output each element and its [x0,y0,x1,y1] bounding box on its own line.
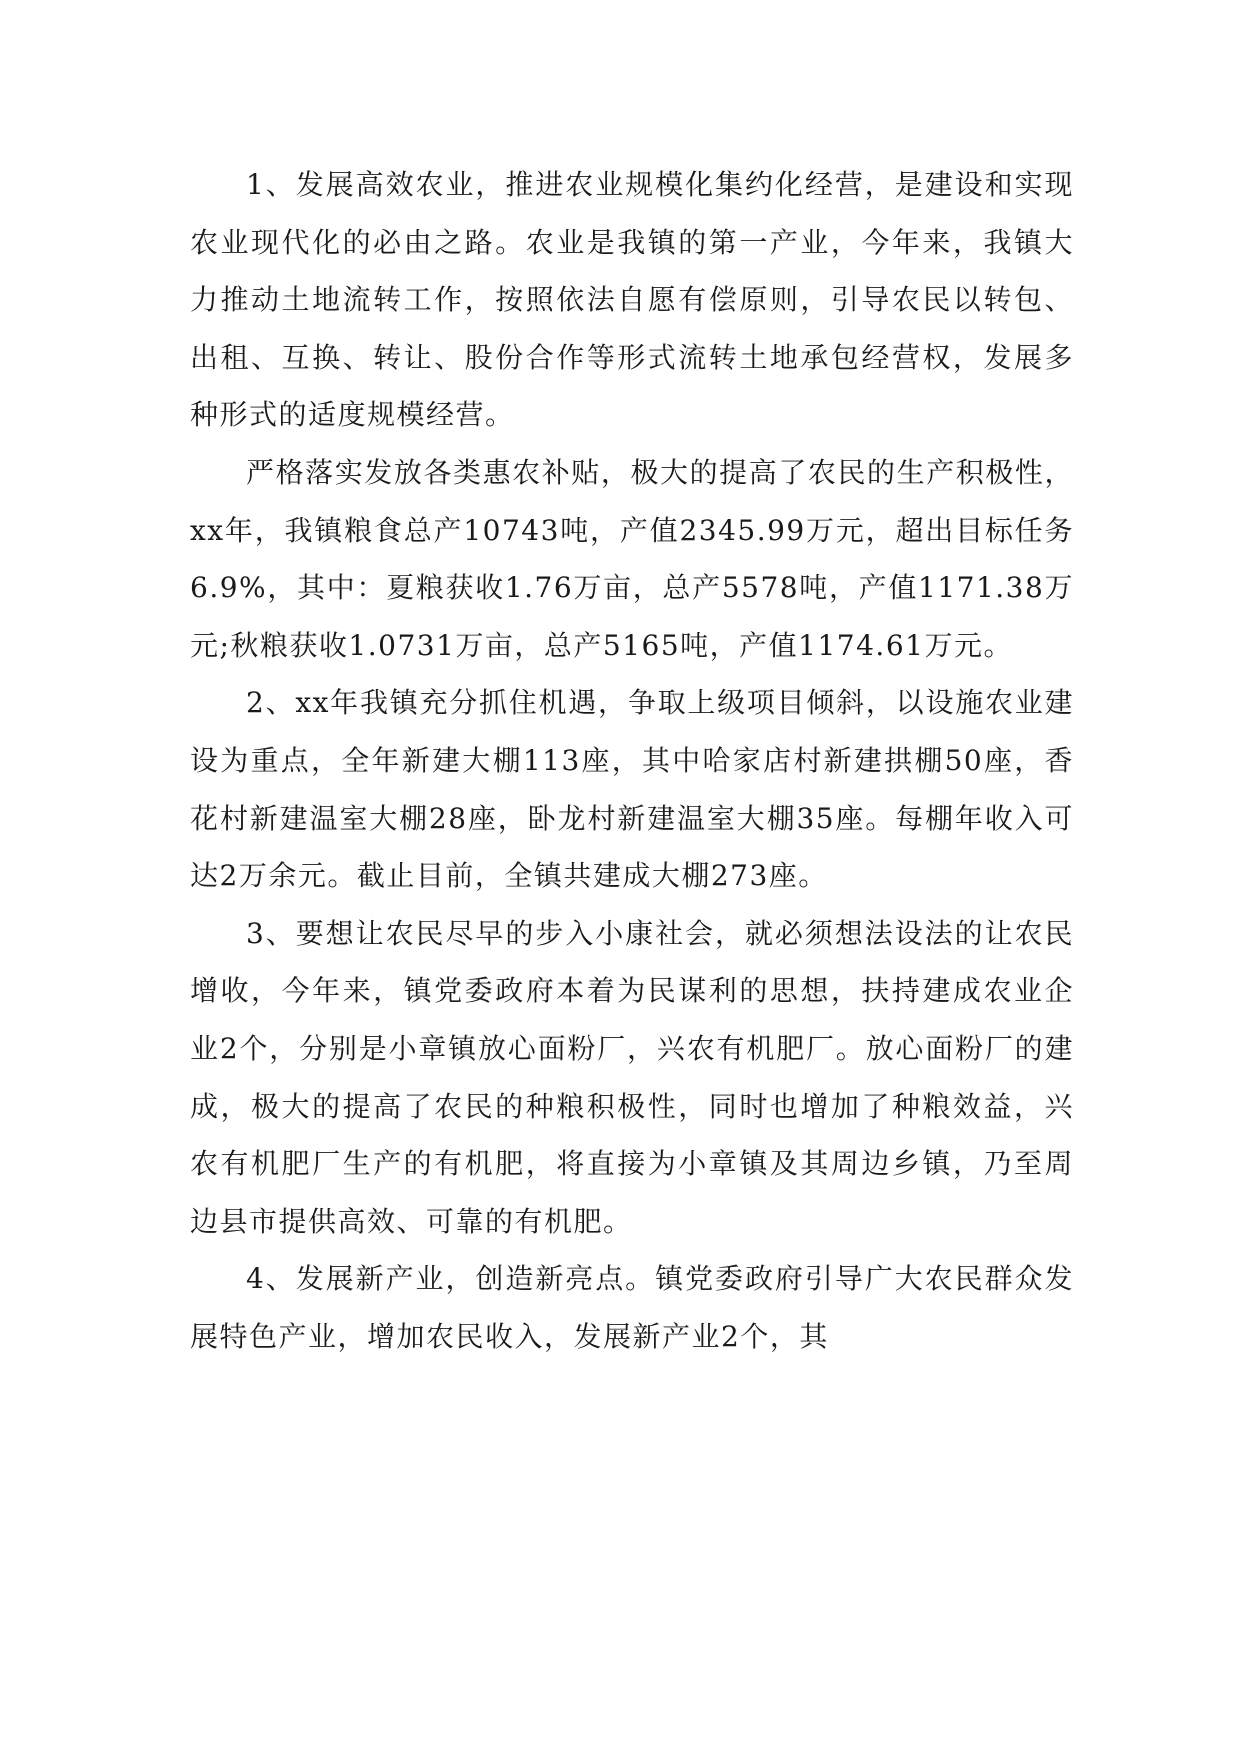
paragraph-4: 3、要想让农民尽早的步入小康社会，就必须想法设法的让农民增收，今年来，镇党委政府本着为民谋利的思想，扶持建成农业企业2个，分别是小章镇放心面粉厂，兴农有机肥厂。放心面粉厂的建成，极大的提高了农民的种粮积极性，同时也增加了种粮效益，兴农有机肥厂生产的有机肥，将直接为小章镇及其周边乡镇，乃至周边县市提供高效、可靠的有机肥。 [190,916,1074,1238]
paragraph-5: 4、发展新产业，创造新亮点。镇党委政府引导广大农民群众发展特色产业，增加农民收入，发展新产业2个，其 [190,1262,1074,1353]
paragraph-1: 1、发展高效农业，推进农业规模化集约化经营，是建设和实现农业现代化的必由之路。农业是我镇的第一产业，今年来，我镇大力推动土地流转工作，按照依法自愿有偿原则，引导农民以转包、出租、互换、转让、股份合作等形式流转土地承包经营权，发展多种形式的适度规模经营。 [190,168,1074,432]
document-body [190,156,1074,1365]
paragraph-2: 严格落实发放各类惠农补贴，极大的提高了农民的生产积极性，xx年，我镇粮食总产10743吨，产值2345.99万元，超出目标任务6.9%，其中：夏粮获收1.76万亩，总产5578吨，产值1171.38万元;秋粮获收1.0731万亩，总产5165吨，产值1174.61万元。 [190,455,1074,662]
paragraph-3: 2、xx年我镇充分抓住机遇，争取上级项目倾斜，以设施农业建设为重点，全年新建大棚113座，其中哈家店村新建拱棚50座，香花村新建温室大棚28座，卧龙村新建温室大棚35座。每棚年收入可达2万余元。截止目前，全镇共建成大棚273座。 [190,686,1074,893]
